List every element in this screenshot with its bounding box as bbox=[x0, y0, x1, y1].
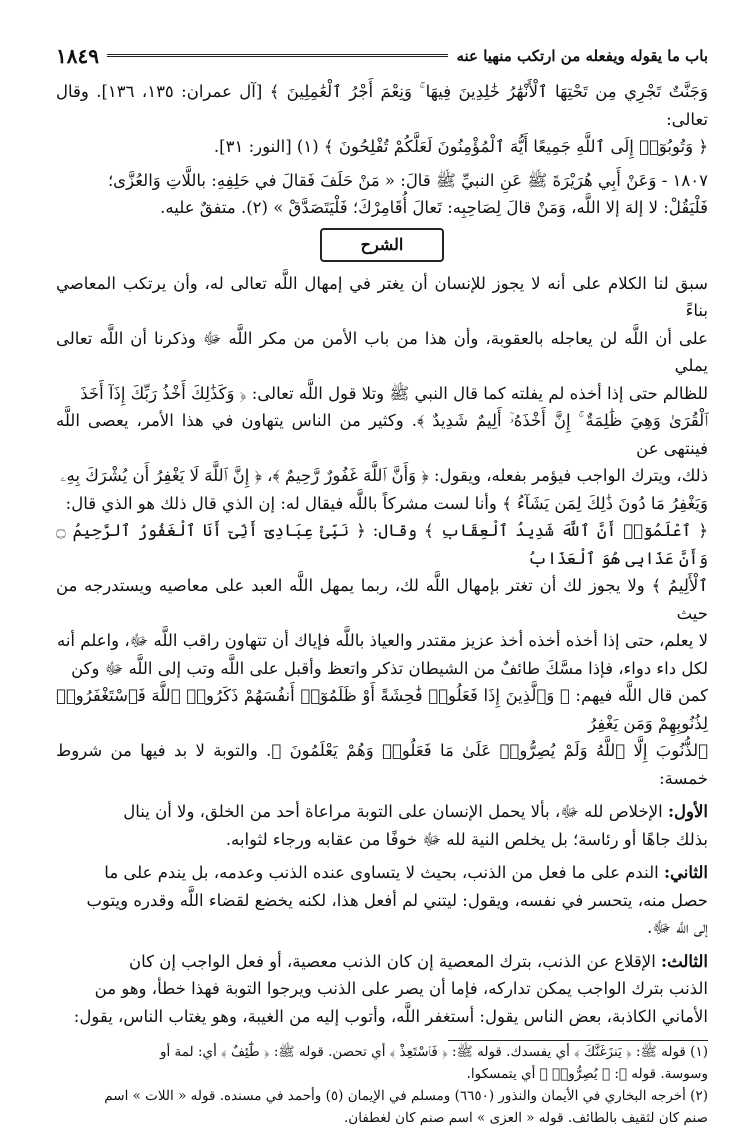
condition-line bbox=[56, 859, 708, 887]
chapter-title: باب ما يقوله ويفعله من ارتكب منهيا عنه bbox=[456, 47, 708, 65]
verse-line: ﴿ وَتُوبُوٓا۟ إِلَى ٱللَّهِ جَمِيعًا أَيُّهَ ٱلْمُؤْمِنُونَ لَعَلَّكُمْ تُفْلِحُونَ ﴾ (١) [النور: ٣١]. bbox=[213, 137, 708, 156]
body-line: ﴿ ٱعْلَمُوٓا۟ أَنَّ ٱللَّهَ شَدِيدُ ٱلْعِقَابِ ﴾ وقال: ﴿ نَبِّئْ عِبَادِىٓ أَنِّىٓ أَنَا ٱلْغَفُورُ ٱلرَّحِيمُ ۝ وَأَنَّ عَذَابِى هُوَ ٱلْعَذَابُ bbox=[56, 521, 708, 568]
condition-text: الندم على ما فعل من الذنب، بحيث لا يتساوى عنده الذنب وعدمه، بل يندم على ما bbox=[104, 863, 659, 882]
footnote-line: وسوسة. قوله ﷺ: ﴿ يُصِرُّوا۟ ﴾ أي يتمسكوا. bbox=[466, 1066, 708, 1082]
commentary-body bbox=[56, 270, 708, 793]
condition-line: حصل منه، يتحسر في نفسه، ويقول: ليتني لم أفعل هذا، لكنه يخضع لقضاء اللَّه وقدره ويتوب bbox=[86, 890, 708, 910]
header-rule bbox=[107, 54, 448, 59]
body-line: ٱلذُّنُوبَ إِلَّا ٱللَّهُ وَلَمْ يُصِرُّوا۟ عَلَىٰ مَا فَعَلُوا۟ وَهُمْ يَعْلَمُونَ ﴾. والتوبة لا بد فيها من شروط خمسة: bbox=[56, 741, 708, 788]
body-line: للظالم حتى إذا أخذه لم يفلته كما قال النبي ﷺ وتلا قول اللَّه تعالى: ﴿ وَكَذَٰلِكَ أَخْذُ رَبِّكَ إِذَآ أَخَذَ bbox=[80, 383, 708, 403]
condition-line: الأماني الكاذبة، بعض الناس يقول: أستغفر اللَّه، وأتوب إليه من الغيبة، وهو يغتاب الناس، يقول: bbox=[73, 1006, 708, 1026]
verse-line: وَجَنَّتٌ تَجْرِي مِن تَحْتِهَا ٱلْأَنْهَٰرُ خَٰلِدِينَ فِيهَا ۚ وَنِعْمَ أَجْرُ ٱلْعَٰمِلِينَ ﴾ [آل عمران: ١٣٥، ١٣٦]. وقال تعالى: bbox=[56, 82, 708, 129]
condition-first bbox=[56, 798, 708, 853]
condition-label: الثالث: bbox=[661, 951, 708, 971]
running-header bbox=[56, 40, 708, 72]
body-line: وَيَغْفِرُ مَا دُونَ ذَٰلِكَ لِمَن يَشَآءُ ﴾ وأنا لست مشركاً باللَّه فيقال له: إن الذي قال ذلك هو الذي قال: bbox=[65, 493, 708, 513]
condition-label: الأول: bbox=[667, 802, 708, 821]
condition-line: إلى اللَّه ﷻ. bbox=[647, 918, 708, 937]
book-page bbox=[56, 40, 708, 1129]
condition-text: الإقلاع عن الذنب، بترك المعصية إن كان الذنب معصية، أو فعل الواجب إن كان bbox=[128, 951, 656, 971]
condition-third bbox=[56, 948, 708, 1031]
body-line: سبق لنا الكلام على أنه لا يجوز للإنسان أن يغتر في إمهال اللَّه تعالى له، وأن يرتكب المعاصي بناءً bbox=[56, 273, 708, 320]
body-line: لكل داء دواء، فإذا مسَّكَ طائفٌ من الشيطان تذكر واتعظ وأقبل على اللَّه وتب إلى اللَّه ﷻ وكن bbox=[71, 658, 708, 678]
condition-second bbox=[56, 859, 708, 942]
body-line: ٱلْقُرَىٰ وَهِيَ ظَٰلِمَةٌ ۚ إِنَّ أَخْذَهُۥٓ أَلِيمٌ شَدِيدٌ ﴾. وكثير من الناس يتهاون في هذا الأمر، يعصى اللَّه فينتهى عن bbox=[56, 411, 708, 458]
intro-verses bbox=[56, 78, 708, 161]
condition-line bbox=[56, 948, 708, 976]
sharh-heading-wrap bbox=[56, 222, 708, 270]
body-line: ٱلْأَلِيمُ ﴾ ولا يجوز لك أن تغتر بإمهال اللَّه لك، ربما يمهل اللَّه العبد على معاصيه ويستدرجه من حيث bbox=[56, 576, 708, 623]
footnote-line: صنم كان لثقيف بالطائف. قوله « العزى » اسم صنم كان لغطفان. bbox=[344, 1110, 708, 1126]
sharh-heading: الشرح bbox=[320, 228, 444, 262]
body-line: على أن اللَّه لن يعاجله بالعقوبة، وأن هذا من باب الأمن من مكر اللَّه ﷻ وذكرنا أن اللَّه تعالى يملي bbox=[56, 328, 708, 375]
page-number: ١٨٤٩ bbox=[56, 44, 99, 68]
condition-text: الإخلاص لله ﷻ، بألا يحمل الإنسان على التوبة مراعاة أحد من الخلق، ولا أن ينال bbox=[123, 802, 663, 821]
footnote-line: (٢) أخرجه البخاري في الأيمان والنذور (٦٦٥٠) ومسلم في الإيمان (٥) وأحمد في مسنده. قوله « اللات » اسم bbox=[104, 1088, 708, 1104]
hadith-text bbox=[56, 167, 708, 222]
footnote-line: (١) قوله ﷺ: ﴿ يَنزَغَنَّكَ ﴾ أي يفسدك. قوله ﷺ: ﴿ فَٱسْتَعِذْ ﴾ أي تحصن. قوله ﷺ: ﴿ طَٰٓئِفٌ ﴾ أي: لمة أو bbox=[159, 1044, 708, 1060]
body-line: لا يعلم، حتى إذا أخذه أخذه أخذ عزيز مقتدر والعياذ باللَّه فإياك أن تتهاون راقب اللَّه ﷻ، واعلم أنه bbox=[56, 631, 708, 650]
body-line: ذلك، ويترك الواجب فيؤمر بفعله، ويقول: ﴿ وَأَنَّ ٱللَّهَ غَفُورٌ رَّحِيمٌ ﴾، ﴿ إِنَّ ٱللَّهَ لَا يَغْفِرُ أَن يُشْرَكَ بِهِۦ bbox=[60, 466, 708, 485]
condition-line bbox=[56, 798, 708, 826]
condition-line: بذلك جاهًا أو رئاسة؛ بل يخلص النية لله ﷻ خوفًا من عقابه ورجاء لثوابه. bbox=[225, 829, 708, 849]
hadith-line: فَلْيَقُلْ: لا إلهَ إلا اللَّه، وَمَنْ قالَ لِصَاحِبِه: تَعالَ أُقَامِرْكَ؛ فَلْيَتَصَدَّقْ » (٢). متفقٌ عليه. bbox=[160, 198, 708, 217]
condition-line: الذنب بترك الواجب يمكن تداركه، فإما أن يصر على الذنب ويرجوا التوبة فهذا خطأ، وهو من bbox=[94, 979, 708, 998]
footnotes bbox=[56, 1041, 708, 1129]
body-line: كمن قال اللَّه فيهم: ﴿ وَٱلَّذِينَ إِذَا فَعَلُوا۟ فَٰحِشَةً أَوْ ظَلَمُوٓا۟ أَنفُسَهُمْ ذَكَرُوا۟ ٱللَّهَ فَٱسْتَغْفَرُوا۟ لِذُنُوبِهِمْ وَمَن يَغْفِرُ bbox=[56, 686, 708, 733]
hadith-line: ١٨٠٧ - وَعَنْ أَبِي هُرَيْرَةَ ﷺ عَنِ النبيِّ ﷺ قالَ: « مَنْ حَلَفَ فَقالَ في حَلِفِهِ: باللَّاتِ وَالعُزَّى؛ bbox=[107, 170, 708, 190]
condition-label: الثاني: bbox=[663, 863, 708, 882]
